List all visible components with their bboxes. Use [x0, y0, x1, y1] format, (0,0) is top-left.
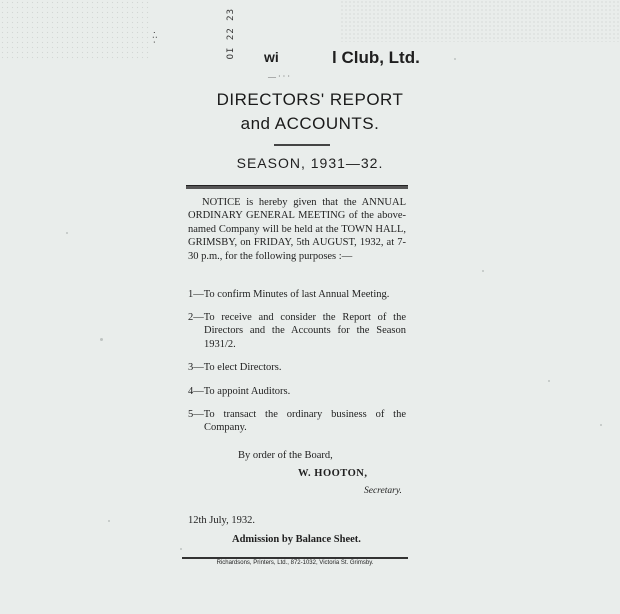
agenda-item: 3—To elect Directors. [188, 362, 282, 373]
speck [600, 424, 602, 426]
speck [482, 270, 484, 272]
report-title-line-1: DIRECTORS' REPORT [216, 90, 404, 109]
agenda-item: 1—To confirm Minutes of last Annual Meeting. [188, 289, 390, 300]
agenda-item: 5—To transact the ordinary business of the Company. [188, 409, 406, 434]
order-line: By order of the Board, [238, 450, 333, 461]
speck [454, 58, 456, 60]
admission-note: Admission by Balance Sheet. [232, 534, 361, 545]
club-title-left: wi [264, 49, 279, 65]
printer-imprint: Richardsons, Printers, Ltd., 872-1032, Victoria St. Grimsby. [216, 560, 374, 566]
bottom-divider [182, 557, 408, 559]
margin-handwritten-number: OI 22 23 [226, 8, 236, 60]
season-heading: SEASON, 1931—32. [236, 155, 384, 171]
report-title-line-2: and ACCOUNTS. [240, 114, 380, 133]
thick-divider [186, 185, 408, 189]
speck [100, 338, 103, 341]
speck [108, 520, 110, 522]
scan-noise-top-left [0, 0, 150, 60]
scan-mark: — · · · [268, 72, 290, 81]
agenda-item: 4—To appoint Auditors. [188, 386, 291, 397]
speck [66, 232, 68, 234]
notice-date: 12th July, 1932. [188, 515, 255, 526]
meeting-notice: NOTICE is hereby given that the ANNUAL ORDINARY GENERAL MEETING of the above-named Company will be held at the TOWN HALL, GRIMSBY, on FRIDAY, 5th AUGUST, 1932, at 7-30 p.m., for the following purposes :— [188, 197, 406, 262]
scan-noise-top-right [340, 0, 620, 42]
secretary-title: Secretary. [364, 486, 402, 496]
short-divider [274, 144, 330, 146]
club-title [200, 48, 420, 70]
speck [548, 380, 550, 382]
margin-mark: ·:· [150, 30, 159, 45]
agenda-item: 2—To receive and consider the Report of the Directors and the Accounts for the Season 1931/2. [188, 312, 406, 350]
secretary-name: W. HOOTON, [298, 468, 368, 479]
club-title-right: l Club, Ltd. [332, 48, 420, 67]
speck [180, 548, 182, 550]
